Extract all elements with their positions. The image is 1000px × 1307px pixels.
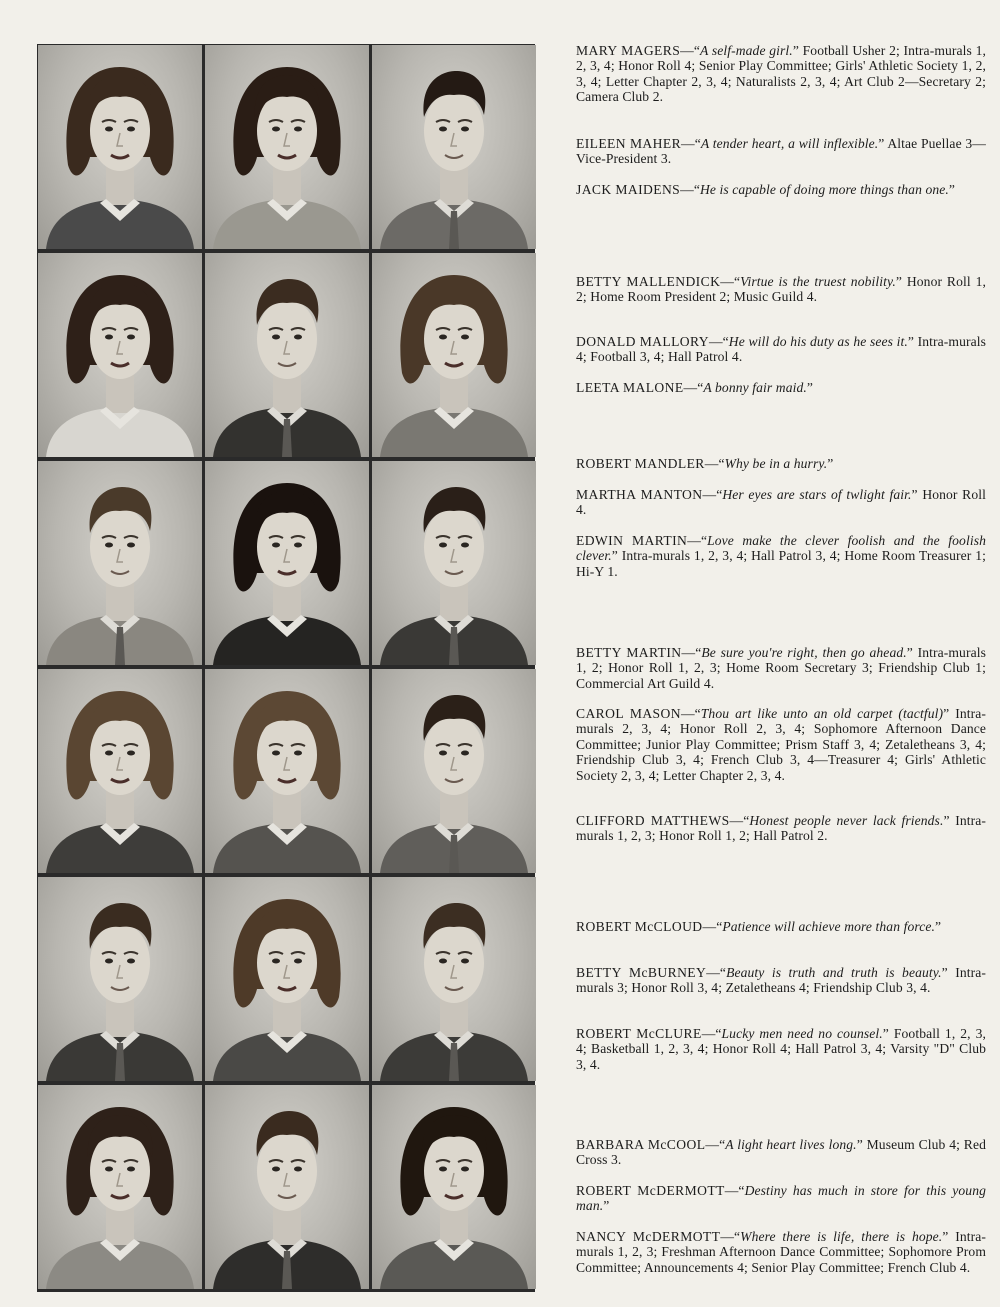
student-quote: A light heart lives long.: [725, 1137, 857, 1152]
student-name: BARBARA McCOOL: [576, 1137, 706, 1152]
portrait-grid: [37, 44, 535, 1292]
student-quote: He will do his duty as he sees it.: [728, 334, 908, 349]
student-quote: Thou art like unto an old carpet (tactful): [700, 706, 944, 721]
entry-carol-mason: CAROL MASON—“Thou art like unto an old carpet (tactful)” Intra-murals 2, 3, 4; Honor Roll 2, 3, 4; Sophomore Afternoon Dance Committee; Junior Play Committee; Prism Staff 3, 4; Zetaletheans 3, 4; Friendship Club 3, 4; French Club 3, 4—Treasurer 4; Girls' Athletic Society 2, 3, 4; Letter Chapter 2, 3, 4.: [576, 706, 987, 783]
entry-barbara-mccool: BARBARA McCOOL—“A light heart lives long.” Museum Club 4; Red Cross 3.: [576, 1137, 987, 1168]
student-quote: Her eyes are stars of twlight fair.: [722, 487, 912, 502]
girl-portrait-icon: [205, 461, 369, 665]
student-name: MARTHA MANTON: [576, 487, 703, 502]
girl-portrait-icon: [38, 253, 202, 457]
student-name: BETTY MALLENDICK: [576, 274, 721, 289]
boy-portrait-icon: [38, 877, 202, 1081]
student-quote: Beauty is truth and truth is beauty.: [726, 965, 942, 980]
boy-portrait-icon: [372, 877, 536, 1081]
student-name: MARY MAGERS: [576, 43, 681, 58]
entry-clifford-matthews: CLIFFORD MATTHEWS—“Honest people never lack friends.” Intra-murals 1, 2, 3; Honor Roll 1, 2; Hall Patrol 2.: [576, 813, 986, 844]
entry-eileen-maher: EILEEN MAHER—“A tender heart, a will inflexible.” Altae Puellae 3—Vice-President 3.: [576, 136, 986, 167]
entry-donald-mallory: DONALD MALLORY—“He will do his duty as he sees it.” Intra-murals 4; Football 3, 4; Hall Patrol 4.: [576, 334, 987, 365]
boy-portrait-icon: [372, 461, 536, 665]
student-quote: Where there is life, there is hope.: [740, 1229, 943, 1244]
student-name: NANCY McDERMOTT: [576, 1229, 721, 1244]
girl-portrait-icon: [372, 1085, 536, 1289]
student-name: LEETA MALONE: [576, 380, 684, 395]
entry-robert-mcclure: ROBERT McCLURE—“Lucky men need no counsel.” Football 1, 2, 3, 4; Basketball 1, 2, 3, 4; Honor Roll 4; Hall Patrol 3, 4; Varsity "D" Club 3, 4.: [576, 1026, 986, 1072]
student-name: ROBERT McDERMOTT: [576, 1183, 725, 1198]
student-activities: Intra-murals 1, 2, 3; Honor Roll 1, 2; Hall Patrol 2.: [576, 813, 986, 844]
student-quote: Honest people never lack friends.: [749, 813, 944, 828]
entry-mary-magers: MARY MAGERS—“A self-made girl.” Football Usher 2; Intra-murals 1, 2, 3, 4; Honor Roll 4; Senior Play Committee; Girls' Athletic Society 1, 2, 3, 4; Letter Chapter 2, 3, 4; Naturalists 2, 3, 4; Art Club 2—Secretary 2; Camera Club 2.: [576, 43, 986, 105]
boy-portrait-icon: [372, 669, 536, 873]
student-name: BETTY McBURNEY: [576, 965, 707, 980]
entry-martha-manton: MARTHA MANTON—“Her eyes are stars of twlight fair.” Honor Roll 4.: [576, 487, 987, 518]
entry-nancy-mcdermott: NANCY McDERMOTT—“Where there is life, there is hope.” Intra-murals 1, 2, 3; Freshman Afternoon Dance Committee; Sophomore Prom Committee; Announcements 4; Senior Play Committee; French Club 4.: [576, 1229, 986, 1275]
student-quote: A tender heart, a will inflexible.: [700, 136, 879, 151]
entry-betty-mallendick: BETTY MALLENDICK—“Virtue is the truest nobility.” Honor Roll 1, 2; Home Room President 2; Music Guild 4.: [576, 274, 986, 305]
student-quote: Destiny has much in store for this young man.: [576, 1183, 987, 1214]
boy-portrait-icon: [205, 253, 369, 457]
student-quote: Love make the clever foolish and the foolish clever.: [576, 533, 986, 564]
student-activities: Intra-murals 4; Football 3, 4; Hall Patrol 4.: [576, 334, 987, 365]
student-activities: Intra-murals 1, 2; Honor Roll 1, 2, 3; Home Room Secretary 3; Friendship Club 1; Commercial Art Guild 4.: [576, 645, 986, 691]
student-name: ROBERT McCLURE: [576, 1026, 702, 1041]
student-name: CAROL MASON: [576, 706, 681, 721]
student-name: EDWIN MARTIN: [576, 533, 688, 548]
boy-portrait-icon: [372, 45, 536, 249]
student-activities: Intra-murals 1, 2, 3, 4; Hall Patrol 3, 4; Home Room Treasurer 1; Hi-Y 1.: [576, 548, 986, 579]
girl-portrait-icon: [38, 669, 202, 873]
entry-betty-mcburney: BETTY McBURNEY—“Beauty is truth and truth is beauty.” Intra-murals 3; Honor Roll 3, 4; Zetaletheans 4; Friendship Club 3, 4.: [576, 965, 986, 996]
student-quote: Be sure you're right, then go ahead.: [701, 645, 907, 660]
student-quote: Patience will achieve more than force.: [722, 919, 936, 934]
entry-robert-mandler: ROBERT MANDLER—“Why be in a hurry.”: [576, 456, 834, 471]
girl-portrait-icon: [372, 253, 536, 457]
student-activities: Honor Roll 4.: [576, 487, 987, 518]
student-activities: Intra-murals 3; Honor Roll 3, 4; Zetaletheans 4; Friendship Club 3, 4.: [576, 965, 986, 996]
student-name: EILEEN MAHER: [576, 136, 682, 151]
student-quote: He is capable of doing more things than one.: [699, 182, 949, 197]
student-activities: Intra-murals 2, 3, 4; Honor Roll 2, 3, 4; Sophomore Afternoon Dance Committee; Junior Play Committee; Prism Staff 3, 4; Zetaletheans 3, 4; Friendship Club 3, 4; French Club 3, 4—Treasurer 4; Girls' Athletic Society 2, 3, 4; Letter Chapter 2, 3, 4.: [576, 706, 987, 783]
girl-portrait-icon: [205, 877, 369, 1081]
biography-column: [576, 0, 986, 1307]
student-name: ROBERT McCLOUD: [576, 919, 703, 934]
boy-portrait-icon: [38, 461, 202, 665]
girl-portrait-icon: [205, 669, 369, 873]
student-quote: Why be in a hurry.: [724, 456, 828, 471]
student-activities: Honor Roll 1, 2; Home Room President 2; Music Guild 4.: [576, 274, 986, 305]
student-name: ROBERT MANDLER: [576, 456, 705, 471]
student-quote: Virtue is the truest nobility.: [740, 274, 896, 289]
girl-portrait-icon: [205, 45, 369, 249]
entry-betty-martin: BETTY MARTIN—“Be sure you're right, then go ahead.” Intra-murals 1, 2; Honor Roll 1, 2, 3; Home Room Secretary 3; Friendship Club 1; Commercial Art Guild 4.: [576, 645, 986, 691]
student-quote: A bonny fair maid.: [703, 380, 807, 395]
girl-portrait-icon: [38, 1085, 202, 1289]
student-name: CLIFFORD MATTHEWS: [576, 813, 730, 828]
entry-robert-mccloud: ROBERT McCLOUD—“Patience will achieve more than force.”: [576, 919, 942, 934]
entry-robert-mcdermott: ROBERT McDERMOTT—“Destiny has much in store for this young man.”: [576, 1183, 987, 1214]
student-activities: Museum Club 4; Red Cross 3.: [576, 1137, 987, 1168]
entry-jack-maidens: JACK MAIDENS—“He is capable of doing more things than one.”: [576, 182, 956, 197]
entry-leeta-malone: LEETA MALONE—“A bonny fair maid.”: [576, 380, 814, 395]
student-name: JACK MAIDENS: [576, 182, 681, 197]
boy-portrait-icon: [205, 1085, 369, 1289]
student-activities: Altae Puellae 3—Vice-President 3.: [576, 136, 986, 167]
student-quote: Lucky men need no counsel.: [721, 1026, 883, 1041]
entry-edwin-martin: EDWIN MARTIN—“Love make the clever foolish and the foolish clever.” Intra-murals 1, 2, 3, 4; Hall Patrol 3, 4; Home Room Treasurer 1; Hi-Y 1.: [576, 533, 986, 579]
student-quote: A self-made girl.: [700, 43, 793, 58]
student-activities: Football 1, 2, 3, 4; Basketball 1, 2, 3, 4; Honor Roll 4; Hall Patrol 3, 4; Varsity "D" Club 3, 4.: [576, 1026, 986, 1072]
student-name: DONALD MALLORY: [576, 334, 709, 349]
student-name: BETTY MARTIN: [576, 645, 682, 660]
student-activities: Football Usher 2; Intra-murals 1, 2, 3, 4; Honor Roll 4; Senior Play Committee; Girls' Athletic Society 1, 2, 3, 4; Letter Chapter 2, 3, 4; Naturalists 2, 3, 4; Art Club 2—Secretary 2; Camera Club 2.: [576, 43, 986, 105]
girl-portrait-icon: [38, 45, 202, 249]
student-activities: Intra-murals 1, 2, 3; Freshman Afternoon Dance Committee; Sophomore Prom Committee; Announcements 4; Senior Play Committee; French Club 4.: [576, 1229, 986, 1275]
